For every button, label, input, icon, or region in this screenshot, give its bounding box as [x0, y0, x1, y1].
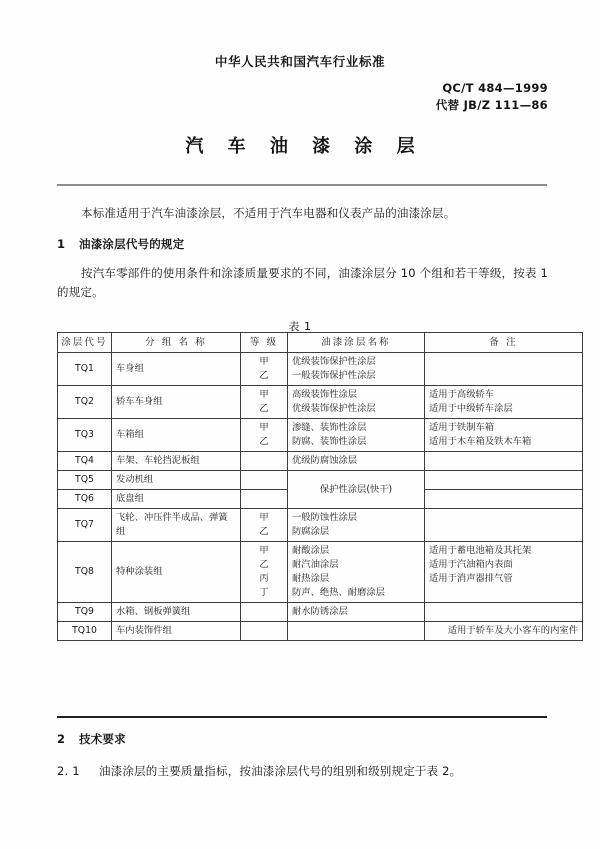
- cell-grade: [241, 452, 288, 471]
- cell-remark: [425, 471, 583, 490]
- coating-name-value: 优级装饰保护性涂层: [292, 403, 376, 414]
- coating-name-value: 防腐涂层: [292, 526, 330, 537]
- section-2-1-number: 2. 1: [57, 764, 80, 778]
- table-header-row: [58, 333, 583, 353]
- cell-group: 飞轮、冲压件半成品、弹簧组: [112, 509, 241, 542]
- column-header-group: 分 组 名 称: [112, 333, 241, 353]
- coating-code-table: [57, 332, 583, 641]
- remark-value: 适用于中级轿车涂层: [429, 403, 513, 414]
- coating-name-value: 优级装饰保护性涂层: [292, 356, 376, 367]
- cell-grade: [241, 542, 288, 603]
- section-2-title: 技术要求: [79, 732, 126, 746]
- grade-value: 乙: [259, 370, 269, 381]
- coating-name-value: 一般装饰保护性涂层: [292, 370, 376, 381]
- grade-value: 丁: [259, 587, 269, 598]
- issuing-organization: 中华人民共和国汽车行业标准: [214, 54, 386, 69]
- section-1-number: 1: [57, 237, 66, 251]
- column-header-name: 油漆涂层名称: [288, 333, 425, 353]
- cell-remark: [425, 452, 583, 471]
- table-row: [58, 509, 583, 542]
- cell-group: 发动机组: [112, 471, 241, 490]
- grade-value: 丙: [259, 573, 269, 584]
- section-2-number: 2: [57, 732, 66, 746]
- section-1-heading: [57, 235, 547, 254]
- cell-grade: [241, 622, 288, 641]
- remark-value: [429, 355, 578, 369]
- cell-coating-name: [288, 386, 425, 419]
- cell-coating-name: [288, 419, 425, 452]
- coating-name-value: 高级装饰性涂层: [292, 389, 358, 400]
- cell-group: 车箱组: [112, 419, 241, 452]
- cell-coating-name: [288, 509, 425, 542]
- remark-value: 适用于消声器排气管: [429, 573, 513, 584]
- table-header: [58, 333, 583, 353]
- coating-name-value: 渗缝、装饰性涂层: [292, 422, 367, 433]
- remark-value: [429, 511, 578, 525]
- grade-value: 乙: [259, 559, 269, 570]
- cell-coating-name: 优级防腐蚀涂层: [288, 452, 425, 471]
- cell-remark: [425, 353, 583, 386]
- grade-value: 甲: [259, 356, 269, 367]
- grade-value: 甲: [259, 545, 269, 556]
- section-1-paragraph: 按汽车零部件的使用条件和涂漆质量要求的不同，油漆涂层分 10 个组和若干等级，按表 1 的规定。: [57, 266, 549, 299]
- document-title: 汽 车 油 漆 涂 层: [185, 136, 424, 157]
- cell-coating-name: [288, 353, 425, 386]
- grade-value: 乙: [259, 526, 269, 537]
- cell-code: TQ3: [58, 419, 112, 452]
- remark-value: 适用于木车箱及铁木车箱: [429, 436, 532, 447]
- cell-code: TQ2: [58, 386, 112, 419]
- cell-coating-name: 耐水防锈涂层: [288, 603, 425, 622]
- cell-grade: [241, 490, 288, 509]
- remark-value: 适用于汽油箱内表面: [429, 559, 513, 570]
- coating-name-value: 耐汽油涂层: [292, 559, 339, 570]
- section-1-title: 油漆涂层代号的规定: [79, 237, 185, 251]
- title-divider: [57, 184, 547, 186]
- table-bottom-border: [57, 716, 547, 718]
- table-row: [58, 603, 583, 622]
- cell-remark: [425, 490, 583, 509]
- remark-value: 适用于高级轿车: [429, 389, 495, 400]
- grade-value: 乙: [259, 436, 269, 447]
- cell-grade: [241, 471, 288, 490]
- cell-grade: [241, 386, 288, 419]
- standard-code-block: [436, 80, 548, 114]
- cell-remark: [425, 509, 583, 542]
- cell-group: 车内装饰件组: [112, 622, 241, 641]
- table-row: [58, 386, 583, 419]
- column-header-grade: 等 级: [241, 333, 288, 353]
- section-2-1-text: 油漆涂层的主要质量指标，按油漆涂层代号的组别和级别规定于表 2。: [99, 764, 462, 778]
- cell-group: 轿车车身组: [112, 386, 241, 419]
- table-row: [58, 542, 583, 603]
- cell-group: 水箱、钢板弹簧组: [112, 603, 241, 622]
- cell-code: TQ7: [58, 509, 112, 542]
- section-2-heading: [57, 730, 547, 749]
- remark-value: [429, 586, 578, 600]
- table-row: [58, 452, 583, 471]
- coating-name-value: 一般防蚀性涂层: [292, 512, 358, 523]
- coating-name-value: 耐酸涂层: [292, 545, 330, 556]
- cell-code: TQ6: [58, 490, 112, 509]
- remark-value: 适用于蓄电池箱及其托架: [429, 545, 532, 556]
- cell-coating-name: [288, 622, 425, 641]
- table-1-caption: 表 1: [288, 320, 312, 333]
- cell-remark: [425, 419, 583, 452]
- column-header-code: 涂层代号: [58, 333, 112, 353]
- cell-code: TQ1: [58, 353, 112, 386]
- coating-name-value: 防声、绝热、耐磨涂层: [292, 587, 385, 598]
- cell-coating-name-merged: 保护性涂层(快干): [288, 471, 425, 509]
- grade-value: 甲: [259, 422, 269, 433]
- table-row: [58, 419, 583, 452]
- cell-remark: [425, 542, 583, 603]
- table-row: [58, 622, 583, 641]
- column-header-remark: 备 注: [425, 333, 583, 353]
- grade-value: 甲: [259, 389, 269, 400]
- cell-code: TQ9: [58, 603, 112, 622]
- table-row: [58, 471, 583, 490]
- cell-grade: [241, 509, 288, 542]
- table-row: [58, 353, 583, 386]
- cell-group: 特种涂装组: [112, 542, 241, 603]
- cell-coating-name: [288, 542, 425, 603]
- standard-number: QC/T 484—1999: [442, 81, 548, 95]
- scope-paragraph: 本标准适用于汽车油漆涂层，不适用于汽车电器和仪表产品的油漆涂层。: [81, 206, 456, 220]
- remark-value: [429, 525, 578, 539]
- grade-value: 乙: [259, 403, 269, 414]
- cell-code: TQ4: [58, 452, 112, 471]
- cell-code: TQ8: [58, 542, 112, 603]
- cell-grade: [241, 353, 288, 386]
- cell-remark: [425, 386, 583, 419]
- section-2-1-paragraph: [57, 762, 549, 781]
- cell-grade: [241, 603, 288, 622]
- coating-name-value: 防腐、装饰性涂层: [292, 436, 367, 447]
- cell-group: 车架、车轮挡泥板组: [112, 452, 241, 471]
- cell-remark: [425, 603, 583, 622]
- replaced-standard: 代替 JB/Z 111—86: [435, 98, 548, 112]
- cell-group: 底盘组: [112, 490, 241, 509]
- table-body: [58, 353, 583, 641]
- cell-code: TQ5: [58, 471, 112, 490]
- cell-group: 车身组: [112, 353, 241, 386]
- cell-code: TQ10: [58, 622, 112, 641]
- remark-value: [429, 369, 578, 383]
- cell-grade: [241, 419, 288, 452]
- remark-value: 适用于铁制车箱: [429, 422, 495, 433]
- document-header: [0, 52, 600, 70]
- coating-name-value: 耐热涂层: [292, 573, 330, 584]
- cell-remark: 适用于轿车及大小客车的内室件: [425, 622, 583, 641]
- grade-value: 甲: [259, 512, 269, 523]
